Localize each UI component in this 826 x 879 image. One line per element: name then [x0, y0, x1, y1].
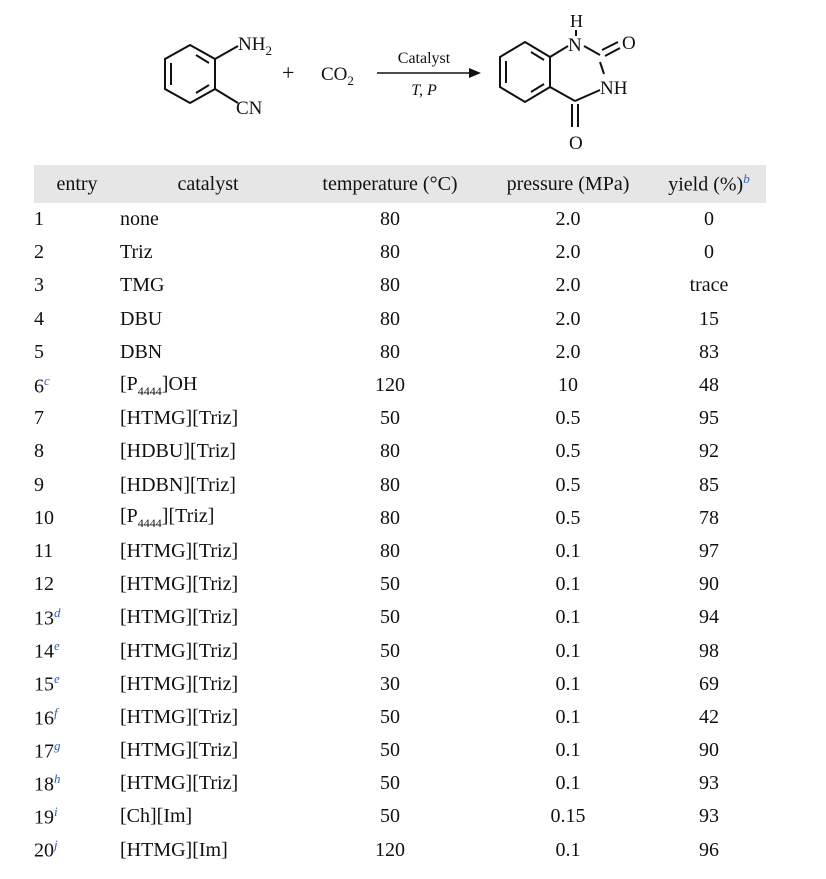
yield-cell: 48 — [699, 374, 719, 397]
temperature-cell: 80 — [380, 473, 400, 496]
entry-number: 6 — [34, 375, 44, 398]
temperature-cell: 50 — [380, 639, 400, 662]
catalyst-name: DBN — [120, 340, 163, 363]
entry-number: 4 — [34, 307, 44, 330]
footnote-marker: e — [54, 638, 60, 654]
entry-cell — [34, 236, 120, 269]
temperature-cell: 50 — [380, 805, 400, 828]
reactant-structure — [165, 45, 238, 103]
temperature-cell: 80 — [380, 208, 400, 231]
catalyst-name: [Ch][Im] — [120, 805, 193, 828]
catalyst-name: TMG — [120, 274, 165, 297]
table-row — [34, 236, 766, 269]
catalyst-name: ][Triz] — [161, 505, 215, 528]
pressure-cell: 10 — [558, 374, 578, 397]
header-pressure: pressure (MPa) — [506, 172, 630, 195]
table-row — [34, 734, 766, 767]
product-nh-label: NH — [600, 78, 628, 99]
entry-number: 16 — [34, 707, 54, 730]
temperature-cell: 80 — [380, 241, 400, 264]
table-header-row — [34, 165, 766, 203]
catalyst-name: [P — [120, 505, 138, 528]
footnote-marker: b — [743, 171, 750, 187]
catalyst-cell — [120, 734, 296, 767]
pressure-cell: 0.1 — [555, 606, 581, 629]
entry-number: 19 — [34, 806, 54, 829]
catalyst-cell — [120, 336, 296, 369]
catalyst-cell — [120, 800, 296, 833]
catalyst-name: [HTMG][Triz] — [120, 639, 239, 662]
temperature-cell: 30 — [380, 672, 400, 695]
catalyst-subscript: 4444 — [137, 383, 162, 398]
temperature-cell: 80 — [380, 340, 400, 363]
table-row — [34, 568, 766, 601]
entry-number: 2 — [34, 241, 44, 264]
entry-cell — [34, 402, 120, 435]
entry-cell — [34, 369, 120, 402]
pressure-cell: 2.0 — [555, 241, 581, 264]
catalyst-name: none — [120, 208, 159, 231]
product-o2-label: O — [569, 133, 583, 154]
entry-cell — [34, 834, 120, 867]
footnote-marker: j — [54, 837, 58, 853]
table-row — [34, 800, 766, 833]
catalyst-name: ]OH — [161, 372, 198, 395]
pressure-cell: 0.1 — [555, 739, 581, 762]
catalyst-name: [P — [120, 372, 138, 395]
pressure-cell: 0.1 — [555, 772, 581, 795]
footnote-marker: f — [54, 704, 58, 720]
catalyst-cell — [120, 435, 296, 468]
entry-number: 9 — [34, 473, 44, 496]
table-row — [34, 269, 766, 302]
reaction-scheme-drawing — [0, 0, 826, 165]
nitrile-group-label: CN — [236, 98, 263, 119]
yield-cell: 94 — [699, 606, 719, 629]
arrow-catalyst-label: Catalyst — [397, 50, 451, 67]
footnote-marker: c — [44, 372, 50, 388]
temperature-cell: 50 — [380, 705, 400, 728]
table-row — [34, 336, 766, 369]
footnote-marker: e — [54, 671, 60, 687]
entry-cell — [34, 469, 120, 502]
header-catalyst: catalyst — [177, 172, 239, 195]
pressure-cell: 2.0 — [555, 274, 581, 297]
entry-number: 11 — [34, 539, 54, 562]
product-n-label: N — [568, 35, 582, 56]
header-entry: entry — [56, 172, 98, 195]
pressure-cell: 2.0 — [555, 307, 581, 330]
table-row — [34, 668, 766, 701]
pressure-cell: 0.5 — [555, 473, 581, 496]
entry-number: 20 — [34, 839, 54, 862]
pressure-cell: 0.1 — [555, 672, 581, 695]
reaction-scheme — [0, 0, 826, 165]
yield-cell: 97 — [699, 539, 719, 562]
entry-number: 3 — [34, 274, 44, 297]
catalyst-name: Triz — [120, 241, 153, 264]
catalyst-name: [HTMG][Im] — [120, 838, 228, 861]
yield-cell: 90 — [699, 739, 719, 762]
yield-cell: 90 — [699, 573, 719, 596]
entry-number: 8 — [34, 440, 44, 463]
arrow-conditions-label: T, P — [411, 82, 437, 99]
yield-cell: 93 — [699, 805, 719, 828]
catalyst-name: [HTMG][Triz] — [120, 672, 239, 695]
yield-cell: trace — [689, 274, 729, 297]
catalyst-cell — [120, 502, 296, 535]
table-row — [34, 535, 766, 568]
temperature-cell: 50 — [380, 407, 400, 430]
temperature-cell: 80 — [380, 307, 400, 330]
catalyst-cell — [120, 634, 296, 667]
catalyst-cell — [120, 236, 296, 269]
entry-cell — [34, 767, 120, 800]
catalyst-name: [HTMG][Triz] — [120, 407, 239, 430]
table-row — [34, 369, 766, 402]
reaction-arrow — [377, 68, 481, 78]
yield-cell: 69 — [699, 672, 719, 695]
entry-number: 15 — [34, 674, 54, 697]
table-row — [34, 502, 766, 535]
pressure-cell: 0.1 — [555, 838, 581, 861]
temperature-cell: 120 — [375, 838, 405, 861]
catalyst-cell — [120, 535, 296, 568]
pressure-cell: 0.1 — [555, 705, 581, 728]
catalyst-subscript: 4444 — [137, 516, 162, 531]
entry-cell — [34, 634, 120, 667]
co2-label: $CO_2$ — [321, 64, 354, 88]
yield-cell: 93 — [699, 772, 719, 795]
entry-cell — [34, 668, 120, 701]
catalyst-name: [HTMG][Triz] — [120, 705, 239, 728]
temperature-cell: 50 — [380, 573, 400, 596]
entry-cell — [34, 435, 120, 468]
entry-cell — [34, 535, 120, 568]
entry-number: 14 — [34, 640, 54, 663]
pressure-cell: 0.5 — [555, 506, 581, 529]
entry-cell — [34, 800, 120, 833]
yield-cell: 0 — [704, 208, 714, 231]
pressure-cell: 0.5 — [555, 407, 581, 430]
entry-cell — [34, 502, 120, 535]
catalyst-cell — [120, 668, 296, 701]
catalyst-cell — [120, 767, 296, 800]
entry-cell — [34, 336, 120, 369]
pressure-cell: 0.1 — [555, 539, 581, 562]
product-h-label: H — [570, 11, 583, 31]
header-yield-label: yield (%) — [668, 173, 744, 196]
header-yield — [652, 165, 766, 203]
pressure-cell: 0.1 — [555, 573, 581, 596]
entry-cell — [34, 734, 120, 767]
yield-cell: 96 — [699, 838, 719, 861]
pressure-cell: 2.0 — [555, 208, 581, 231]
pressure-cell: 0.1 — [555, 639, 581, 662]
entry-number: 5 — [34, 340, 44, 363]
temperature-cell: 80 — [380, 274, 400, 297]
catalyst-name: [HDBN][Triz] — [120, 473, 236, 496]
yield-cell: 98 — [699, 639, 719, 662]
catalyst-cell — [120, 834, 296, 867]
entry-number: 1 — [34, 208, 44, 231]
footnote-marker: h — [54, 770, 61, 786]
entry-number: 18 — [34, 773, 54, 796]
footnote-marker: d — [54, 605, 61, 621]
entry-number: 17 — [34, 740, 54, 763]
catalyst-cell — [120, 203, 296, 236]
table-body — [34, 203, 766, 867]
table-row — [34, 435, 766, 468]
pressure-cell: 2.0 — [555, 340, 581, 363]
pressure-cell: 0.5 — [555, 440, 581, 463]
catalyst-cell — [120, 269, 296, 302]
footnote-marker: i — [54, 804, 58, 820]
entry-cell — [34, 269, 120, 302]
product-o1-label: O — [622, 33, 636, 54]
entry-number: 7 — [34, 407, 44, 430]
catalyst-cell — [120, 402, 296, 435]
entry-cell — [34, 601, 120, 634]
catalyst-name: [HTMG][Triz] — [120, 606, 239, 629]
entry-number: 10 — [34, 506, 54, 529]
yield-cell: 78 — [699, 506, 719, 529]
catalyst-cell — [120, 369, 296, 402]
footnote-marker: g — [54, 737, 61, 753]
catalyst-cell — [120, 701, 296, 734]
entry-cell — [34, 303, 120, 336]
table-row — [34, 834, 766, 867]
temperature-cell: 120 — [375, 374, 405, 397]
entry-number: 13 — [34, 607, 54, 630]
catalyst-cell — [120, 601, 296, 634]
table-row — [34, 303, 766, 336]
temperature-cell: 80 — [380, 539, 400, 562]
temperature-cell: 50 — [380, 772, 400, 795]
yield-cell: 42 — [699, 705, 719, 728]
yield-cell: 0 — [704, 241, 714, 264]
catalyst-cell — [120, 303, 296, 336]
entry-number: 12 — [34, 573, 54, 596]
yield-cell: 15 — [699, 307, 719, 330]
temperature-cell: 80 — [380, 506, 400, 529]
catalyst-cell — [120, 568, 296, 601]
catalyst-name: [HDBU][Triz] — [120, 440, 236, 463]
catalyst-name: [HTMG][Triz] — [120, 539, 239, 562]
table-row — [34, 701, 766, 734]
temperature-cell: 50 — [380, 606, 400, 629]
plus-sign: + — [282, 60, 295, 85]
temperature-cell: 50 — [380, 739, 400, 762]
entry-cell — [34, 701, 120, 734]
yield-cell: 83 — [699, 340, 719, 363]
table-row — [34, 767, 766, 800]
yield-cell: 95 — [699, 407, 719, 430]
amine-group-label: $NH_2$ — [238, 34, 272, 58]
yield-cell: 85 — [699, 473, 719, 496]
table-row — [34, 634, 766, 667]
results-table — [34, 165, 766, 867]
catalyst-name: [HTMG][Triz] — [120, 772, 239, 795]
table-row — [34, 601, 766, 634]
table-row — [34, 402, 766, 435]
table-row — [34, 469, 766, 502]
header-temperature: temperature (°C) — [322, 172, 458, 195]
catalyst-name: DBU — [120, 307, 163, 330]
catalyst-name: [HTMG][Triz] — [120, 739, 239, 762]
entry-cell — [34, 203, 120, 236]
pressure-cell: 0.15 — [550, 805, 586, 828]
yield-cell: 92 — [699, 440, 719, 463]
entry-cell — [34, 568, 120, 601]
table-row — [34, 203, 766, 236]
catalyst-cell — [120, 469, 296, 502]
temperature-cell: 80 — [380, 440, 400, 463]
catalyst-name: [HTMG][Triz] — [120, 573, 239, 596]
